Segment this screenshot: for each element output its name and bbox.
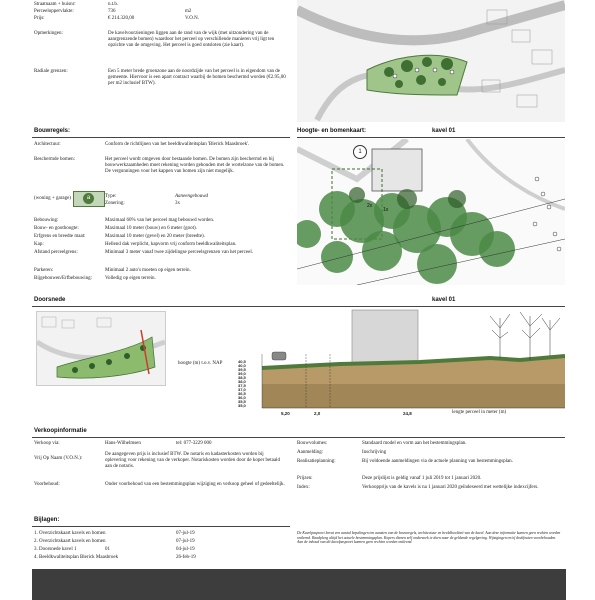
bijlage-item[interactable]: 1. Overzichtskaart kavels en bomen [34, 531, 106, 536]
rule-label: Bebouwing: [34, 218, 59, 223]
rule-value: Maximaal 10 meter (gevel) en 20 meter (breedte). [105, 234, 205, 239]
scale-tick: 40,0 [238, 363, 246, 368]
section-key-map [36, 311, 166, 386]
divider-doorsnede [32, 306, 565, 307]
height-scale [238, 360, 258, 408]
scale-tick: 36,5 [238, 391, 246, 396]
bijlage-item[interactable]: 3. Doorsnede kavel 1 [34, 547, 77, 552]
tree-map-label: 2x [367, 203, 373, 209]
dim-label: 24,8 [403, 411, 412, 416]
label-street: Straatnaam + huisnr: [34, 2, 76, 7]
scale-tick: 35,5 [238, 399, 246, 404]
label-type: Type: [105, 194, 117, 199]
divider-bouwregels [32, 137, 290, 138]
value-area: 736 [108, 9, 116, 14]
bijlage-date: 26-feb-19 [176, 555, 196, 560]
section-bijlagen: Bijlagen: [34, 517, 60, 523]
overview-map-svg [297, 0, 565, 122]
scale-tick: 36,0 [238, 395, 246, 400]
tree-map-label: 1x [383, 207, 389, 213]
dim-label: 5,20 [281, 411, 290, 416]
divider-bijlagen [32, 526, 290, 527]
legend-label: (woning + garage) [34, 196, 71, 201]
value-price: € 214.320,00 [108, 16, 135, 21]
legend-box [73, 191, 105, 207]
section-doorsnede: Doorsnede [34, 297, 66, 303]
verkoop-label: Vrij Op Naam (V.O.N.): [34, 456, 83, 461]
scale-tick: 37,0 [238, 387, 246, 392]
label-architectuur: Architectuur: [34, 142, 61, 147]
scale-tick: 37,5 [238, 383, 246, 388]
verkoop-value: Bij voldoende aanmeldingen via de actuele planning van bestemmingsplan. [362, 459, 513, 464]
bijlage-item[interactable]: 2. Overzichtskaart kavels en bomen [34, 539, 106, 544]
section-hoogte: Hoogte- en bomenkaart: [297, 128, 367, 134]
kavel-label-doorsnede: kavel 01 [432, 297, 456, 303]
bijlage-date: 07-jul-19 [176, 539, 195, 544]
verkoop-value: Onder voorbehoud van een bestemmingsplan wijziging en verkoop geheel of gedeeltelijk. [105, 482, 285, 487]
value-type: Aaneengebouwd [175, 194, 209, 199]
text-opmerkingen: De kavelvoorzieningen liggen aan de rand van de wijk (met uitzondering van de aanrgrenzende bomen) waardoor het perceel op verschillende manieren vrij ligt ten opzichte van de omgeving. Het perceel is goed ontsloten (zie kaart). [108, 31, 275, 48]
rule-value: Hellend dak verplicht, kapvorm vrij conform beeldkwaliteitsplan. [105, 242, 237, 247]
label-zonering: Zonering: [105, 201, 125, 206]
verkoop-label: Aanmelding: [297, 450, 324, 455]
value-street: n.t.b. [108, 2, 119, 7]
length-note: lengte perceel in meter (m) [452, 410, 507, 415]
text-bomen: Het perceel wordt omgeven door bestaande bomen. De bomen zijn beschermd en bij bouwwerkzaamheden moet rekening worden gehouden met de wortelzone van de bomen. De vergunningen voor het kappen van bomen zijn niet mogelijk. [105, 157, 285, 174]
text-architectuur: Conform de richtlijnen van het beeldkwaliteitsplan 'Blerick Maasbroek'. [105, 142, 250, 147]
kavel-label-hoogte: kavel 01 [432, 128, 456, 134]
label-radius: Radiale grenzen: [34, 69, 68, 74]
bijlage-item[interactable]: 4. Beeldkwaliteitsplan Blerick Maasbroek [34, 555, 119, 560]
legend-marker: a [83, 193, 94, 204]
rule-label: Bijgebouwen/Erfbebouwing: [34, 276, 93, 281]
divider-verkoop [32, 437, 565, 438]
verkoop-value: Standaard model en vorm aan het bestemmingsplan. [362, 441, 467, 446]
tree-map [297, 139, 565, 285]
verkoop-label: Voorbehoud: [34, 482, 60, 487]
divider-hoogte [297, 137, 565, 138]
scale-tick: 40,5 [238, 359, 246, 364]
footer-bar [32, 569, 566, 600]
scale-tick: 39,0 [238, 371, 246, 376]
verkoop-label: Prijzen: [297, 476, 313, 481]
rule-label: Parkeren: [34, 268, 54, 273]
verkoop-value: Inschrijving [362, 450, 387, 455]
rule-label: Erfgrens en breedte maat: [34, 234, 86, 239]
rule-value: Minimaal 2 auto's moeten op eigen terrein. [105, 268, 191, 273]
rule-label: Kap: [34, 242, 44, 247]
section-bouwregels: Bouwregels: [34, 128, 71, 134]
unit-area: m2 [185, 9, 192, 14]
rule-value: Maximaal 60% van het perceel mag bebouwd worden. [105, 218, 215, 223]
scale-tick: 35,0 [238, 403, 246, 408]
scale-tick: 38,5 [238, 375, 246, 380]
verkoop-label: Index: [297, 485, 310, 490]
verkoop-label: Bouwvolumes: [297, 441, 328, 446]
value-zonering: 3x [175, 201, 180, 206]
section-verkoop: Verkoopinformatie [34, 428, 87, 434]
verkoop-label: Verkoop via: [34, 441, 60, 446]
rule-value: Maximaal 10 meter (bouw) en 6 meter (goot). [105, 226, 197, 231]
verkoop-label: Realisatieplanning: [297, 459, 336, 464]
scale-tick: 39,5 [238, 367, 246, 372]
dim-label: 2,0 [314, 411, 321, 416]
verkoop-value: Deze prijslijst is geldig vanaf 1 juli 2019 tot 1 januari 2020. [362, 476, 482, 481]
rule-value: Volledig op eigen terrein. [105, 276, 156, 281]
verkoop-value: Hans-Wilhelmsen [105, 441, 141, 446]
bijlage-date: 07-jul-19 [176, 531, 195, 536]
bijlage-ref: 01 [105, 547, 110, 552]
unit-price: V.O.N. [185, 16, 199, 21]
label-area: Perceeloppervlakte: [34, 9, 74, 14]
rule-label: Bouw- en goothoogte: [34, 226, 79, 231]
label-price: Prijs: [34, 16, 45, 21]
label-opmerkingen: Opmerkingen: [34, 31, 63, 36]
verkoop-value: De aangegeven prijs is inclusief BTW. De notaris en kadasterkosten worden bij oplevering voor rekening van de verkoper. Notariskosten worden door de koper betaald aan de notaris. [105, 452, 280, 469]
tree-map-svg [297, 139, 565, 285]
section-key-map-svg [37, 312, 165, 385]
tree-map-marker: 1 [353, 145, 367, 159]
disclaimer: De Kavelpaspoort bevat een aantal bepalingen ten aanzien van de bouwregels, architectuur en beeldkwaliteit van de kavel. Aan deze informatie kunnen geen rechten worden ontleend. Raadpleeg altijd het actuele bestemmingsplan. Kopers dienen zelf onderzoek te doen naar de geldende regelgeving. Wijzigingen en/of drukfouten voorbehouden. Aan de inhoud van dit kavelpaspoort kunnen geen rechten worden ontleend. [297, 531, 561, 545]
hoogte-label: hoogte (m) t.o.v. NAP [178, 361, 223, 366]
text-radius: Een 5 meter brede groenzone aan de noordzijde van het perceel is in eigendom van de gemeente. Hiervoor is een apart contract waarbij de bomen beschermd worden (€2.95,00 per m2 inclusief BTW). [108, 69, 286, 86]
bijlage-date: 04-jul-19 [176, 547, 195, 552]
overview-map [297, 0, 565, 122]
label-bomen: Beschermde bomen: [34, 157, 75, 162]
verkoop-value: Verkoopprijs van de kavels is na 1 januari 2020 geïndexeerd met wettelijke indexcijfers. [362, 485, 539, 490]
rule-label: Afstand perceelgrens: [34, 250, 78, 255]
verkoop-extra: tel: 077-3229 000 [176, 441, 212, 446]
scale-tick: 38,0 [238, 379, 246, 384]
rule-value: Minimaal 3 meter vanaf twee zijdelingse perceelsgrenzen van het perceel. [105, 250, 253, 255]
